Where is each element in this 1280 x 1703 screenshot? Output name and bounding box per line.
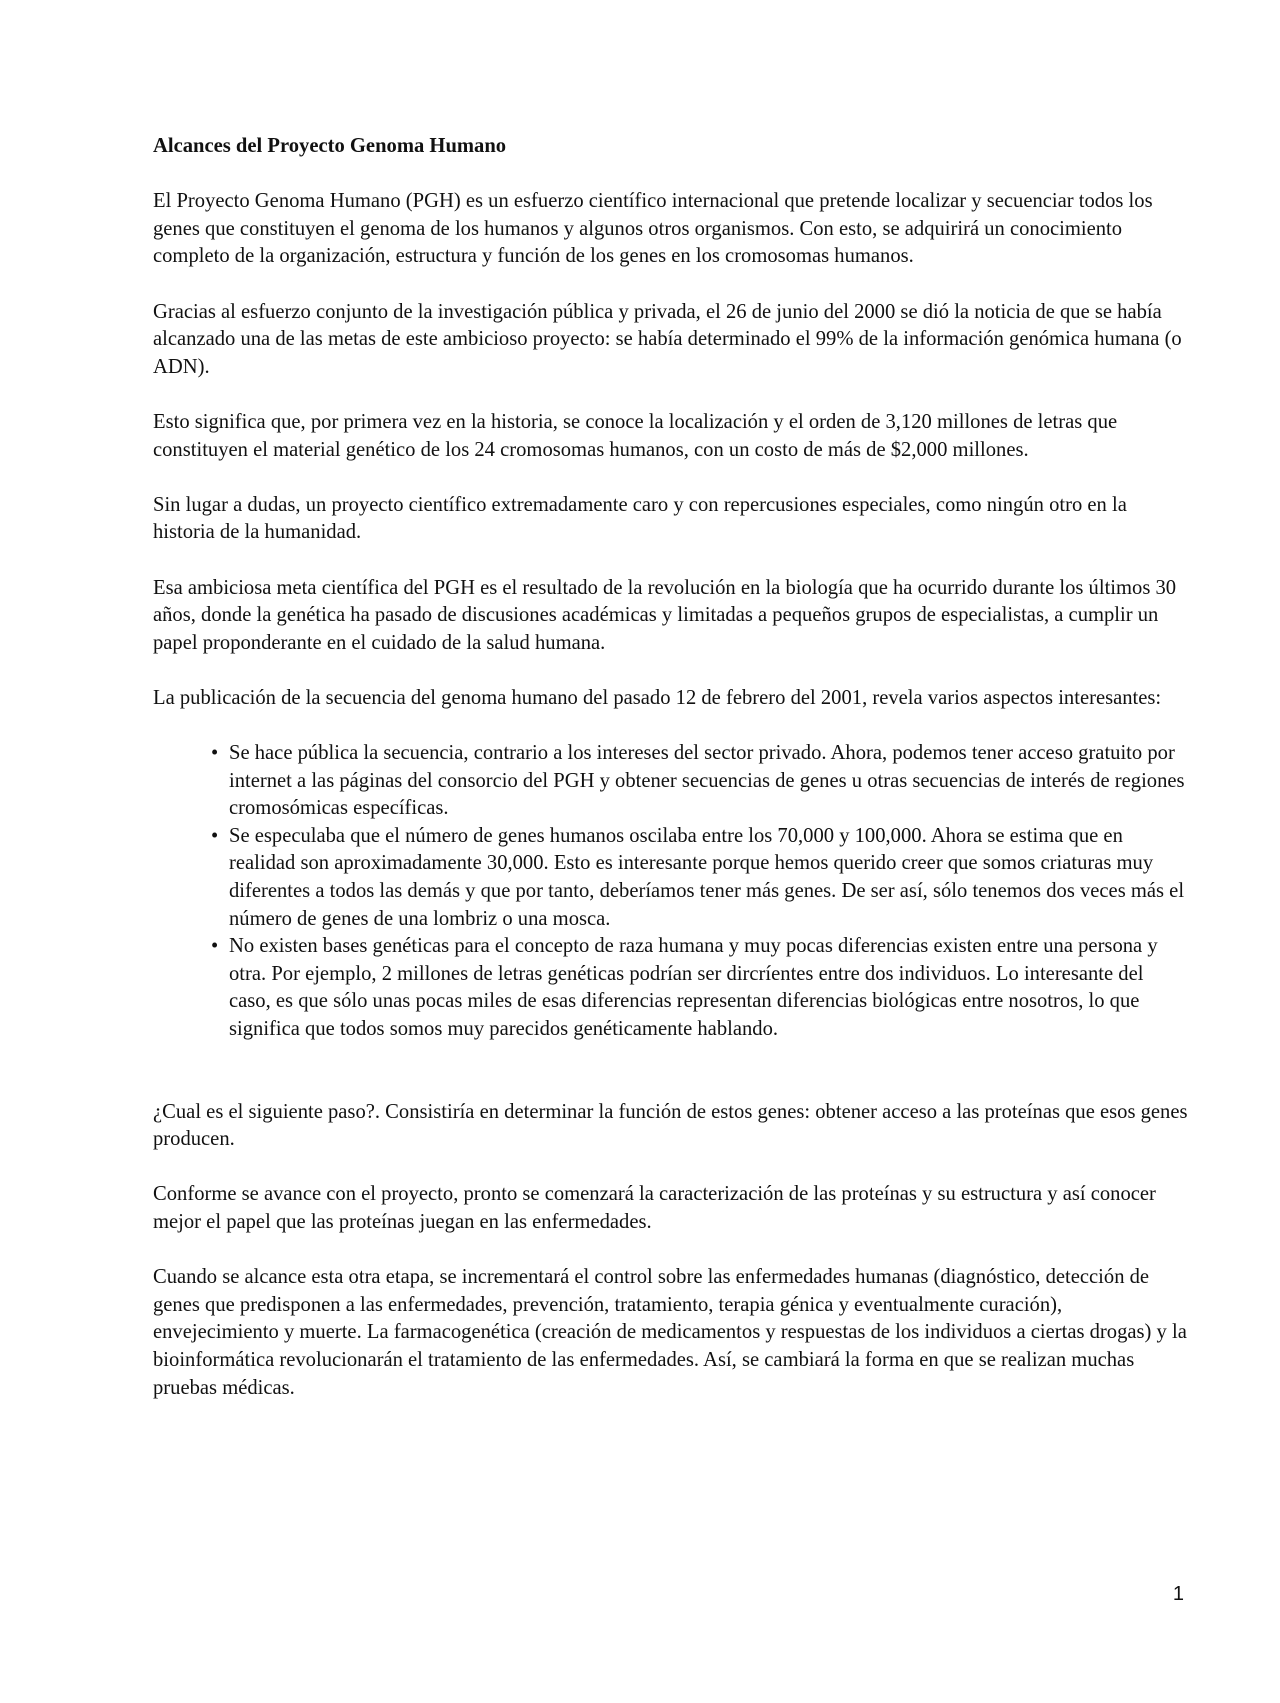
page-number: 1 xyxy=(1172,1583,1184,1605)
bullet-icon: • xyxy=(211,824,219,847)
paragraph-proteins: Conforme se avance con el proyecto, pronto se comenzará la caracterización de las proteínas y su estructura y así conocer mejor el papel que las proteínas juegan en las enfermedades. xyxy=(153,1183,1156,1233)
paragraph-intro: El Proyecto Genoma Humano (PGH) es un esfuerzo científico internacional que pretende localizar y secuenciar todos los genes que constituyen el genoma de los humanos y algunos otros organismos. Con esto, se adquirirá un conocimiento completo de la organización, estructura y función de los genes en los cromosomas humanos. xyxy=(153,190,1153,268)
list-item xyxy=(211,823,1188,933)
paragraph-publication: La publicación de la secuencia del genoma humano del pasado 12 de febrero del 2001, revela varios aspectos interesantes: xyxy=(153,686,1162,709)
document-body xyxy=(153,133,1188,1430)
list-item-text: Se especulaba que el número de genes humanos oscilaba entre los 70,000 y 100,000. Ahora se estima que en realidad son aproximadamente 30,000. Esto es interesante porque hemos querido creer que somos criaturas muy diferentes a todos las demás y que por tanto, deberíamos tener más genes. De ser así, sólo tenemos dos veces más el número de genes de una lombriz o una mosca. xyxy=(229,824,1185,930)
paragraph-significance: Esto significa que, por primera vez en la historia, se conoce la localización y el orden de 3,120 millones de letras que constituyen el material genético de los 24 cromosomas humanos, con un costo de más de $2,000 millones. xyxy=(153,410,1118,461)
bullet-icon: • xyxy=(211,935,219,958)
paragraph-revolution: Esa ambiciosa meta científica del PGH es el resultado de la revolución en la biología que ha ocurrido durante los últimos 30 años, donde la genética ha pasado de discusiones académicas y limitadas a pequeños grupos de especialistas, a cumplir un papel proponderante en el cuidado de la salud humana. xyxy=(153,576,1177,654)
bullet-icon: • xyxy=(211,742,219,765)
paragraph-announcement: Gracias al esfuerzo conjunto de la investigación pública y privada, el 26 de junio del 2000 se dió la noticia de que se había alcanzado una de las metas de este ambicioso proyecto: se había determinado el 99% de la información genómica humana (o ADN). xyxy=(153,300,1182,378)
list-item-text: No existen bases genéticas para el concepto de raza humana y muy pocas diferencias existen entre una persona y otra. Por ejemplo, 2 millones de letras genéticas podrían ser dircríentes entre dos individuos. Lo interesante del caso, es que sólo unas pocas miles de esas diferencias representan diferencias biológicas entre nosotros, lo que significa que todos somos muy parecidos genéticamente hablando. xyxy=(229,935,1158,1040)
list-item xyxy=(211,740,1188,823)
list-item-text: Se hace pública la secuencia, contrario a los intereses del sector privado. Ahora, podemos tener acceso gratuito por internet a las páginas del consorcio del PGH y obtener secuencias de genes u otras secuencias de interés de regiones cromosómicas específicas. xyxy=(229,742,1185,820)
paragraph-future: Cuando se alcance esta otra etapa, se incrementará el control sobre las enfermedades humanas (diagnóstico, detección de genes que predisponen a las enfermedades, prevención, tratamiento, terapia génica y eventualmente curación), envejecimiento y muerte. La farmacogenética (creación de medicamentos y respuestas de los individuos a ciertas drogas) y la bioinformática revolucionarán el tratamiento de las enfermedades. Así, se cambiará la forma en que se realizan muchas pruebas médicas. xyxy=(153,1266,1187,1399)
paragraph-next-step: ¿Cual es el siguiente paso?. Consistiría en determinar la función de estos genes: obtener acceso a las proteínas que esos genes producen. xyxy=(153,1100,1188,1151)
document-title: Alcances del Proyecto Genoma Humano xyxy=(153,135,507,157)
paragraph-cost: Sin lugar a dudas, un proyecto científico extremadamente caro y con repercusiones especiales, como ningún otro en la historia de la humanidad. xyxy=(153,493,1127,544)
aspects-list xyxy=(153,740,1188,1044)
list-item xyxy=(211,933,1188,1043)
